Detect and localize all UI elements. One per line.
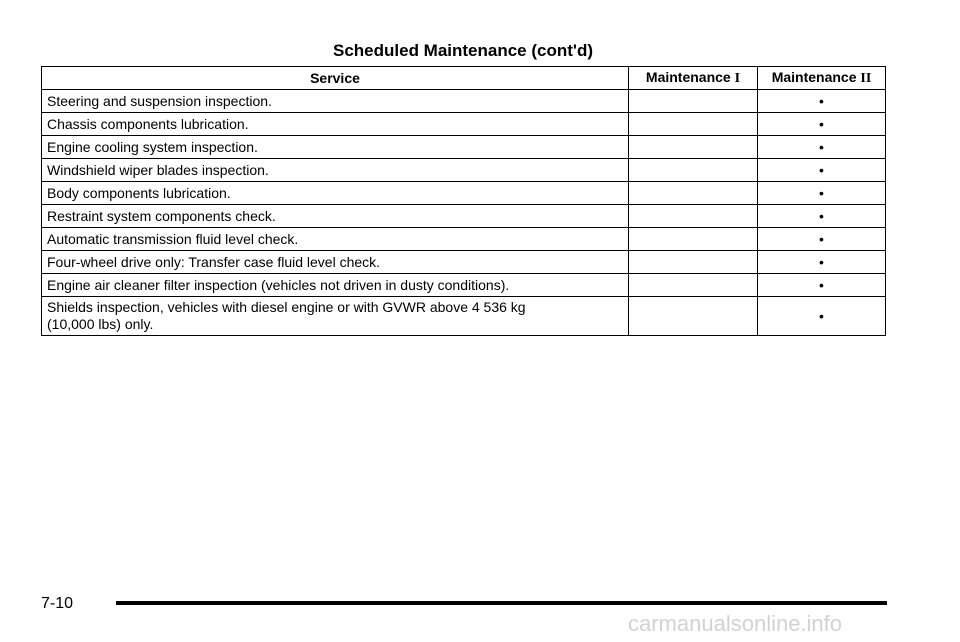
watermark: carmanualsonline.info	[628, 611, 843, 636]
maintenance-2-bullet: •	[758, 251, 886, 274]
maintenance-1-cell	[629, 136, 758, 159]
maintenance-2-bullet: •	[758, 90, 886, 113]
maintenance-2-bullet: •	[758, 136, 886, 159]
table-row	[42, 274, 886, 297]
page-title: Scheduled Maintenance (cont'd)	[332, 41, 593, 60]
header-maintenance-1-label: Maintenance	[645, 69, 731, 85]
header-maintenance-2-roman: II	[860, 71, 872, 86]
maintenance-1-cell	[629, 182, 758, 205]
service-line-1: Shields inspection, vehicles with diesel engine or with GVWR above 4 536 kg	[47, 299, 526, 315]
table-row	[42, 205, 886, 228]
footer-rule	[116, 601, 887, 605]
table-header-row	[42, 67, 886, 90]
maintenance-2-bullet: •	[758, 113, 886, 136]
maintenance-2-bullet: •	[758, 205, 886, 228]
service-cell: Chassis components lubrication.	[42, 113, 629, 136]
service-cell: Engine cooling system inspection.	[42, 136, 629, 159]
header-maintenance-1	[629, 67, 758, 90]
service-cell: Engine air cleaner filter inspection (vehicles not driven in dusty conditions).	[42, 274, 629, 297]
maintenance-2-bullet: •	[758, 274, 886, 297]
maintenance-1-cell	[629, 251, 758, 274]
service-cell: Four-wheel drive only: Transfer case fluid level check.	[42, 251, 629, 274]
service-cell: Body components lubrication.	[42, 182, 629, 205]
service-line-2: (10,000 lbs) only.	[47, 316, 154, 332]
maintenance-2-bullet: •	[758, 159, 886, 182]
table-row	[42, 90, 886, 113]
header-service: Service	[42, 67, 629, 90]
maintenance-2-bullet: •	[758, 297, 886, 336]
table-row	[42, 251, 886, 274]
maintenance-1-cell	[629, 159, 758, 182]
maintenance-1-cell	[629, 274, 758, 297]
maintenance-2-bullet: •	[758, 182, 886, 205]
service-cell: Steering and suspension inspection.	[42, 90, 629, 113]
maintenance-2-bullet: •	[758, 228, 886, 251]
page-number: 7-10	[41, 595, 74, 612]
table-row	[42, 228, 886, 251]
table-row	[42, 182, 886, 205]
table-row	[42, 297, 886, 336]
maintenance-1-cell	[629, 297, 758, 336]
header-maintenance-1-roman: I	[734, 71, 741, 86]
maintenance-table	[41, 66, 886, 336]
maintenance-1-cell	[629, 205, 758, 228]
service-cell	[42, 297, 629, 336]
header-maintenance-2	[758, 67, 886, 90]
header-maintenance-2-label: Maintenance	[771, 69, 857, 85]
maintenance-1-cell	[629, 228, 758, 251]
table-row	[42, 159, 886, 182]
table-row	[42, 113, 886, 136]
maintenance-1-cell	[629, 113, 758, 136]
service-cell: Windshield wiper blades inspection.	[42, 159, 629, 182]
maintenance-1-cell	[629, 90, 758, 113]
table-row	[42, 136, 886, 159]
service-cell: Automatic transmission fluid level check.	[42, 228, 629, 251]
service-cell: Restraint system components check.	[42, 205, 629, 228]
